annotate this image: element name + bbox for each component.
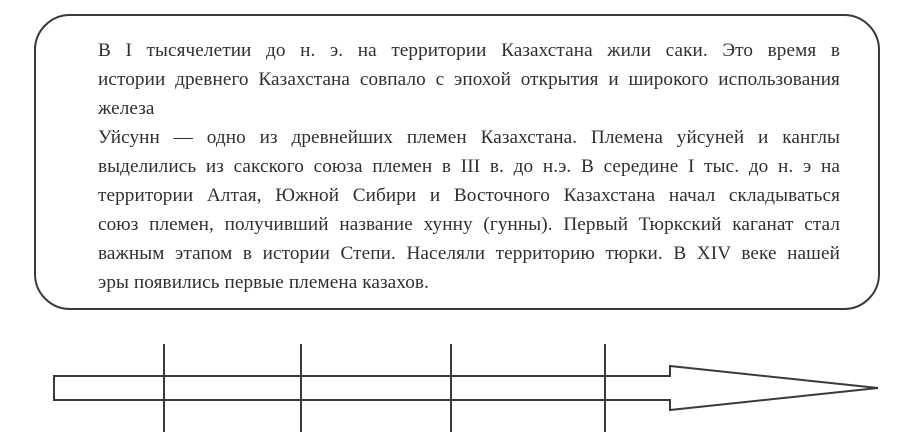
text-line: союз племен, получивший название хунну (гунны). Первый Тюркский каганат стал xyxy=(98,214,840,235)
timeline-arrow xyxy=(0,340,924,434)
text-line: В I тысячелетии до н. э. на территории Казахстана жили саки. Это время в xyxy=(98,40,840,61)
text-line: истории древнего Казахстана совпало с эпохой открытия и широкого использования xyxy=(98,69,840,90)
arrow-shaft-outline xyxy=(54,366,878,410)
paragraph-saki xyxy=(98,36,840,123)
text-line: железа xyxy=(98,98,155,119)
text-line: эры появились первые племена казахов. xyxy=(98,272,429,293)
text-line: важным этапом в истории Степи. Населяли территорию тюрки. В XIV веке нашей xyxy=(98,243,840,264)
cropped-text-fragment xyxy=(150,0,280,2)
text-box xyxy=(34,14,880,310)
text-line: территории Алтая, Южной Сибири и Восточного Казахстана начал складываться xyxy=(98,185,840,206)
text-line: Уйсунн — одно из древнейших племен Казахстана. Племена уйсуней и канглы xyxy=(98,127,840,148)
paragraph-tribes xyxy=(98,123,840,297)
text-line: выделились из сакского союза племен в III в. до н.э. В середине I тыс. до н. э на xyxy=(98,156,840,177)
